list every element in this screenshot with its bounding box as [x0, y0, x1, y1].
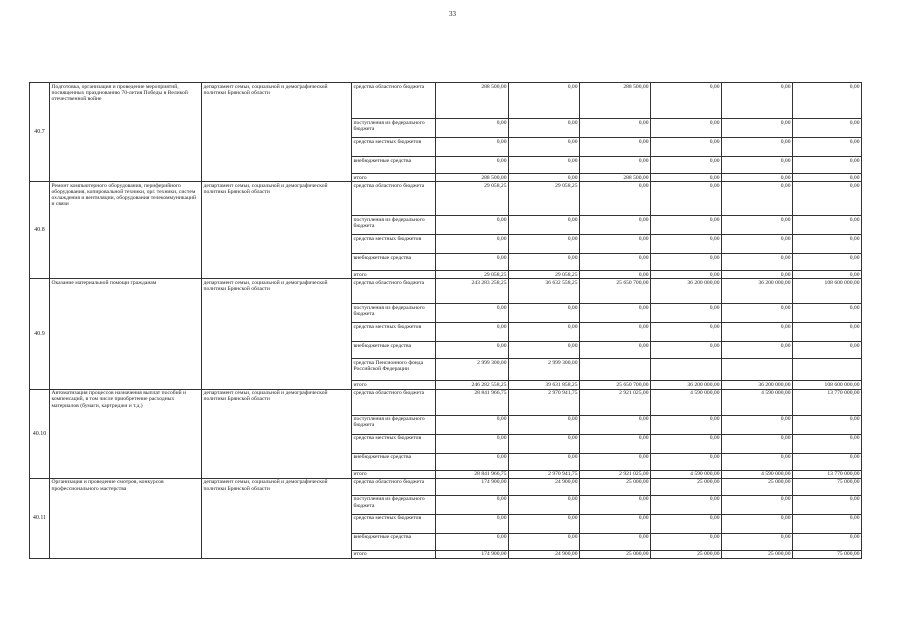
amount-cell: 0,00	[793, 304, 862, 323]
amount-cell: 0,00	[509, 495, 580, 514]
funding-source: средства областного бюджета	[352, 279, 436, 304]
amount-cell: 0,00	[580, 453, 651, 470]
amount-cell: 0,00	[436, 495, 509, 514]
amount-cell: 0,00	[722, 434, 793, 453]
amount-cell: 29 058,25	[436, 182, 509, 216]
amount-cell: 0,00	[793, 434, 862, 453]
amount-cell: 39 631 858,25	[509, 381, 580, 389]
amount-cell: 24 900,00	[509, 550, 580, 558]
amount-cell: 0,00	[793, 514, 862, 533]
amount-cell: 288 500,00	[436, 83, 509, 119]
amount-cell	[580, 359, 651, 381]
funding-source: внебюджетные средства	[352, 157, 436, 174]
amount-cell: 25 000,00	[651, 550, 722, 558]
amount-cell: 0,00	[580, 138, 651, 157]
amount-cell: 288 500,00	[436, 174, 509, 182]
amount-cell: 2 999 300,00	[436, 359, 509, 381]
amount-cell	[651, 359, 722, 381]
amount-cell: 0,00	[580, 495, 651, 514]
amount-cell: 0,00	[436, 119, 509, 138]
amount-cell: 0,00	[651, 514, 722, 533]
amount-cell: 4 590 000,00	[722, 389, 793, 415]
amount-cell: 0,00	[509, 533, 580, 550]
funding-source: итого	[352, 174, 436, 182]
amount-cell: 0,00	[793, 533, 862, 550]
amount-cell: 0,00	[722, 182, 793, 216]
amount-cell: 0,00	[580, 533, 651, 550]
funding-source: внебюджетные средства	[352, 453, 436, 470]
amount-cell: 0,00	[722, 216, 793, 235]
amount-cell: 0,00	[793, 415, 862, 434]
amount-cell: 4 590 000,00	[651, 389, 722, 415]
amount-cell: 246 282 558,25	[436, 381, 509, 389]
amount-cell: 0,00	[793, 83, 862, 119]
amount-cell: 288 500,00	[580, 83, 651, 119]
item-number: 40.8	[30, 182, 50, 279]
amount-cell: 0,00	[509, 415, 580, 434]
amount-cell: 0,00	[722, 235, 793, 254]
amount-cell: 0,00	[509, 138, 580, 157]
amount-cell: 0,00	[436, 304, 509, 323]
amount-cell: 2 921 025,00	[580, 389, 651, 415]
amount-cell: 0,00	[580, 514, 651, 533]
amount-cell: 174 900,00	[436, 550, 509, 558]
funding-source: итого	[352, 550, 436, 558]
amount-cell: 0,00	[722, 157, 793, 174]
item-number: 40.7	[30, 83, 50, 182]
funding-source: средства местных бюджетов	[352, 235, 436, 254]
amount-cell: 0,00	[580, 157, 651, 174]
amount-cell: 0,00	[509, 174, 580, 182]
table-row	[30, 83, 862, 119]
amount-cell: 25 000,00	[722, 478, 793, 495]
amount-cell: 0,00	[580, 271, 651, 279]
amount-cell: 0,00	[436, 138, 509, 157]
amount-cell: 0,00	[793, 323, 862, 342]
amount-cell: 0,00	[436, 323, 509, 342]
amount-cell: 0,00	[793, 157, 862, 174]
amount-cell: 0,00	[436, 157, 509, 174]
amount-cell: 13 770 000,00	[793, 389, 862, 415]
amount-cell: 25 650 700,00	[580, 279, 651, 304]
funding-source: средства местных бюджетов	[352, 434, 436, 453]
amount-cell: 0,00	[509, 254, 580, 271]
funding-source: средства областного бюджета	[352, 83, 436, 119]
amount-cell: 0,00	[722, 119, 793, 138]
amount-cell: 0,00	[793, 182, 862, 216]
budget-table	[29, 82, 862, 559]
funding-source: поступления из федерального бюджета	[352, 304, 436, 323]
amount-cell: 25 000,00	[580, 478, 651, 495]
amount-cell: 28 841 966,75	[436, 470, 509, 478]
amount-cell: 0,00	[509, 342, 580, 359]
amount-cell: 0,00	[436, 533, 509, 550]
funding-source: средства Пенсионного фонда Российской Федерации	[352, 359, 436, 381]
funding-source: итого	[352, 470, 436, 478]
amount-cell: 36 200 000,00	[722, 381, 793, 389]
amount-cell: 108 600 000,00	[793, 279, 862, 304]
amount-cell: 0,00	[509, 514, 580, 533]
amount-cell: 0,00	[651, 342, 722, 359]
amount-cell: 36 632 558,25	[509, 279, 580, 304]
amount-cell: 29 058,25	[509, 271, 580, 279]
item-name: Организация и проведение смотров, конкурсов профессионального мастерства	[50, 478, 202, 558]
funding-source: внебюджетные средства	[352, 254, 436, 271]
amount-cell: 0,00	[793, 235, 862, 254]
funding-source: средства областного бюджета	[352, 182, 436, 216]
amount-cell: 0,00	[651, 235, 722, 254]
amount-cell: 0,00	[651, 453, 722, 470]
amount-cell: 0,00	[793, 254, 862, 271]
amount-cell: 0,00	[651, 495, 722, 514]
amount-cell: 36 200 000,00	[651, 279, 722, 304]
funding-source: итого	[352, 381, 436, 389]
amount-cell: 0,00	[580, 254, 651, 271]
amount-cell: 0,00	[722, 415, 793, 434]
amount-cell: 36 200 000,00	[651, 381, 722, 389]
table-row	[30, 279, 862, 304]
funding-source: поступления из федерального бюджета	[352, 495, 436, 514]
amount-cell: 0,00	[722, 271, 793, 279]
funding-source: внебюджетные средства	[352, 342, 436, 359]
amount-cell	[793, 359, 862, 381]
funding-source: средства местных бюджетов	[352, 514, 436, 533]
amount-cell: 0,00	[580, 304, 651, 323]
amount-cell: 75 000,00	[793, 550, 862, 558]
amount-cell: 0,00	[509, 304, 580, 323]
amount-cell: 0,00	[436, 254, 509, 271]
amount-cell: 0,00	[580, 182, 651, 216]
amount-cell: 4 590 000,00	[651, 470, 722, 478]
item-name: Автоматизация процессов назначения выплат пособий и компенсаций, в том числе приобретение расходных материалов (бумаги, картриджи и т.д.)	[50, 389, 202, 478]
amount-cell: 0,00	[793, 495, 862, 514]
amount-cell: 0,00	[722, 83, 793, 119]
amount-cell: 0,00	[509, 119, 580, 138]
page-number: 33	[449, 10, 456, 18]
amount-cell: 0,00	[651, 254, 722, 271]
amount-cell: 0,00	[722, 533, 793, 550]
item-name: Ремонт компьютерного оборудования, периферийного оборудования, копировальной техники, орг. техники, систем охлаждения и вентиляции, оборудования телекоммуникаций и связи	[50, 182, 202, 279]
amount-cell: 0,00	[651, 157, 722, 174]
amount-cell: 288 500,00	[580, 174, 651, 182]
amount-cell: 0,00	[722, 342, 793, 359]
amount-cell: 0,00	[580, 323, 651, 342]
amount-cell: 0,00	[509, 434, 580, 453]
amount-cell: 24 900,00	[509, 478, 580, 495]
amount-cell: 0,00	[436, 415, 509, 434]
amount-cell: 0,00	[580, 415, 651, 434]
item-executor: департамент семьи, социальной и демографической политики Брянской области	[202, 478, 352, 558]
item-name: Оказание материальной помощи гражданам	[50, 279, 202, 389]
amount-cell: 243 283 258,25	[436, 279, 509, 304]
amount-cell: 0,00	[793, 119, 862, 138]
amount-cell: 0,00	[651, 323, 722, 342]
amount-cell: 13 770 000,00	[793, 470, 862, 478]
amount-cell: 0,00	[651, 174, 722, 182]
amount-cell: 0,00	[436, 514, 509, 533]
amount-cell	[722, 359, 793, 381]
amount-cell: 0,00	[793, 138, 862, 157]
amount-cell: 28 841 966,75	[436, 389, 509, 415]
amount-cell: 0,00	[722, 453, 793, 470]
item-executor: департамент семьи, социальной и демографической политики Брянской области	[202, 389, 352, 478]
amount-cell: 2 999 300,00	[509, 359, 580, 381]
amount-cell: 0,00	[651, 119, 722, 138]
amount-cell: 0,00	[793, 174, 862, 182]
funding-source: средства местных бюджетов	[352, 323, 436, 342]
amount-cell: 0,00	[580, 342, 651, 359]
amount-cell: 0,00	[436, 453, 509, 470]
amount-cell: 2 970 941,75	[509, 470, 580, 478]
amount-cell: 0,00	[722, 138, 793, 157]
amount-cell: 0,00	[651, 304, 722, 323]
amount-cell: 75 000,00	[793, 478, 862, 495]
amount-cell: 25 000,00	[722, 550, 793, 558]
amount-cell: 174 900,00	[436, 478, 509, 495]
funding-source: внебюджетные средства	[352, 533, 436, 550]
amount-cell: 0,00	[651, 415, 722, 434]
item-executor: департамент семьи, социальной и демографической политики Брянской области	[202, 182, 352, 279]
funding-source: поступления из федерального бюджета	[352, 119, 436, 138]
amount-cell: 25 650 700,00	[580, 381, 651, 389]
amount-cell: 0,00	[722, 254, 793, 271]
amount-cell: 0,00	[651, 434, 722, 453]
funding-source: итого	[352, 271, 436, 279]
amount-cell: 0,00	[651, 83, 722, 119]
amount-cell: 4 590 000,00	[722, 470, 793, 478]
item-number: 40.9	[30, 279, 50, 389]
amount-cell: 0,00	[580, 235, 651, 254]
amount-cell: 0,00	[722, 174, 793, 182]
amount-cell: 0,00	[722, 495, 793, 514]
amount-cell: 0,00	[436, 235, 509, 254]
table-row	[30, 182, 862, 216]
amount-cell: 0,00	[793, 342, 862, 359]
amount-cell: 29 058,25	[436, 271, 509, 279]
amount-cell: 2 921 025,00	[580, 470, 651, 478]
funding-source: поступления из федерального бюджета	[352, 216, 436, 235]
funding-source: средства областного бюджета	[352, 389, 436, 415]
amount-cell: 0,00	[580, 216, 651, 235]
amount-cell: 0,00	[722, 323, 793, 342]
amount-cell: 36 200 000,00	[722, 279, 793, 304]
amount-cell: 0,00	[722, 304, 793, 323]
item-number: 40.11	[30, 478, 50, 558]
amount-cell: 0,00	[580, 434, 651, 453]
item-name: Подготовка, организация и проведение мероприятий, посвященных празднованию 70-летия Победы в Великой отечественной войне	[50, 83, 202, 182]
item-executor: департамент семьи, социальной и демографической политики Брянской области	[202, 279, 352, 389]
amount-cell: 29 058,25	[509, 182, 580, 216]
amount-cell: 0,00	[793, 271, 862, 279]
amount-cell: 25 000,00	[651, 478, 722, 495]
amount-cell: 0,00	[436, 216, 509, 235]
table-row	[30, 478, 862, 495]
amount-cell: 0,00	[651, 138, 722, 157]
amount-cell: 0,00	[509, 235, 580, 254]
amount-cell: 2 970 941,75	[509, 389, 580, 415]
amount-cell: 0,00	[651, 216, 722, 235]
amount-cell: 0,00	[509, 83, 580, 119]
amount-cell: 0,00	[509, 157, 580, 174]
item-executor: департамент семьи, социальной и демографической политики Брянской области	[202, 83, 352, 182]
amount-cell: 0,00	[651, 182, 722, 216]
item-number: 40.10	[30, 389, 50, 478]
table-row	[30, 389, 862, 415]
amount-cell: 0,00	[509, 323, 580, 342]
amount-cell: 0,00	[793, 453, 862, 470]
amount-cell: 0,00	[436, 342, 509, 359]
amount-cell: 0,00	[436, 434, 509, 453]
amount-cell: 0,00	[509, 216, 580, 235]
funding-source: средства местных бюджетов	[352, 138, 436, 157]
amount-cell: 0,00	[793, 216, 862, 235]
amount-cell: 0,00	[651, 533, 722, 550]
amount-cell: 25 000,00	[580, 550, 651, 558]
funding-source: поступления из федерального бюджета	[352, 415, 436, 434]
funding-source: средства областного бюджета	[352, 478, 436, 495]
amount-cell: 0,00	[509, 453, 580, 470]
amount-cell: 0,00	[722, 514, 793, 533]
amount-cell: 108 600 000,00	[793, 381, 862, 389]
amount-cell: 0,00	[580, 119, 651, 138]
amount-cell: 0,00	[651, 271, 722, 279]
